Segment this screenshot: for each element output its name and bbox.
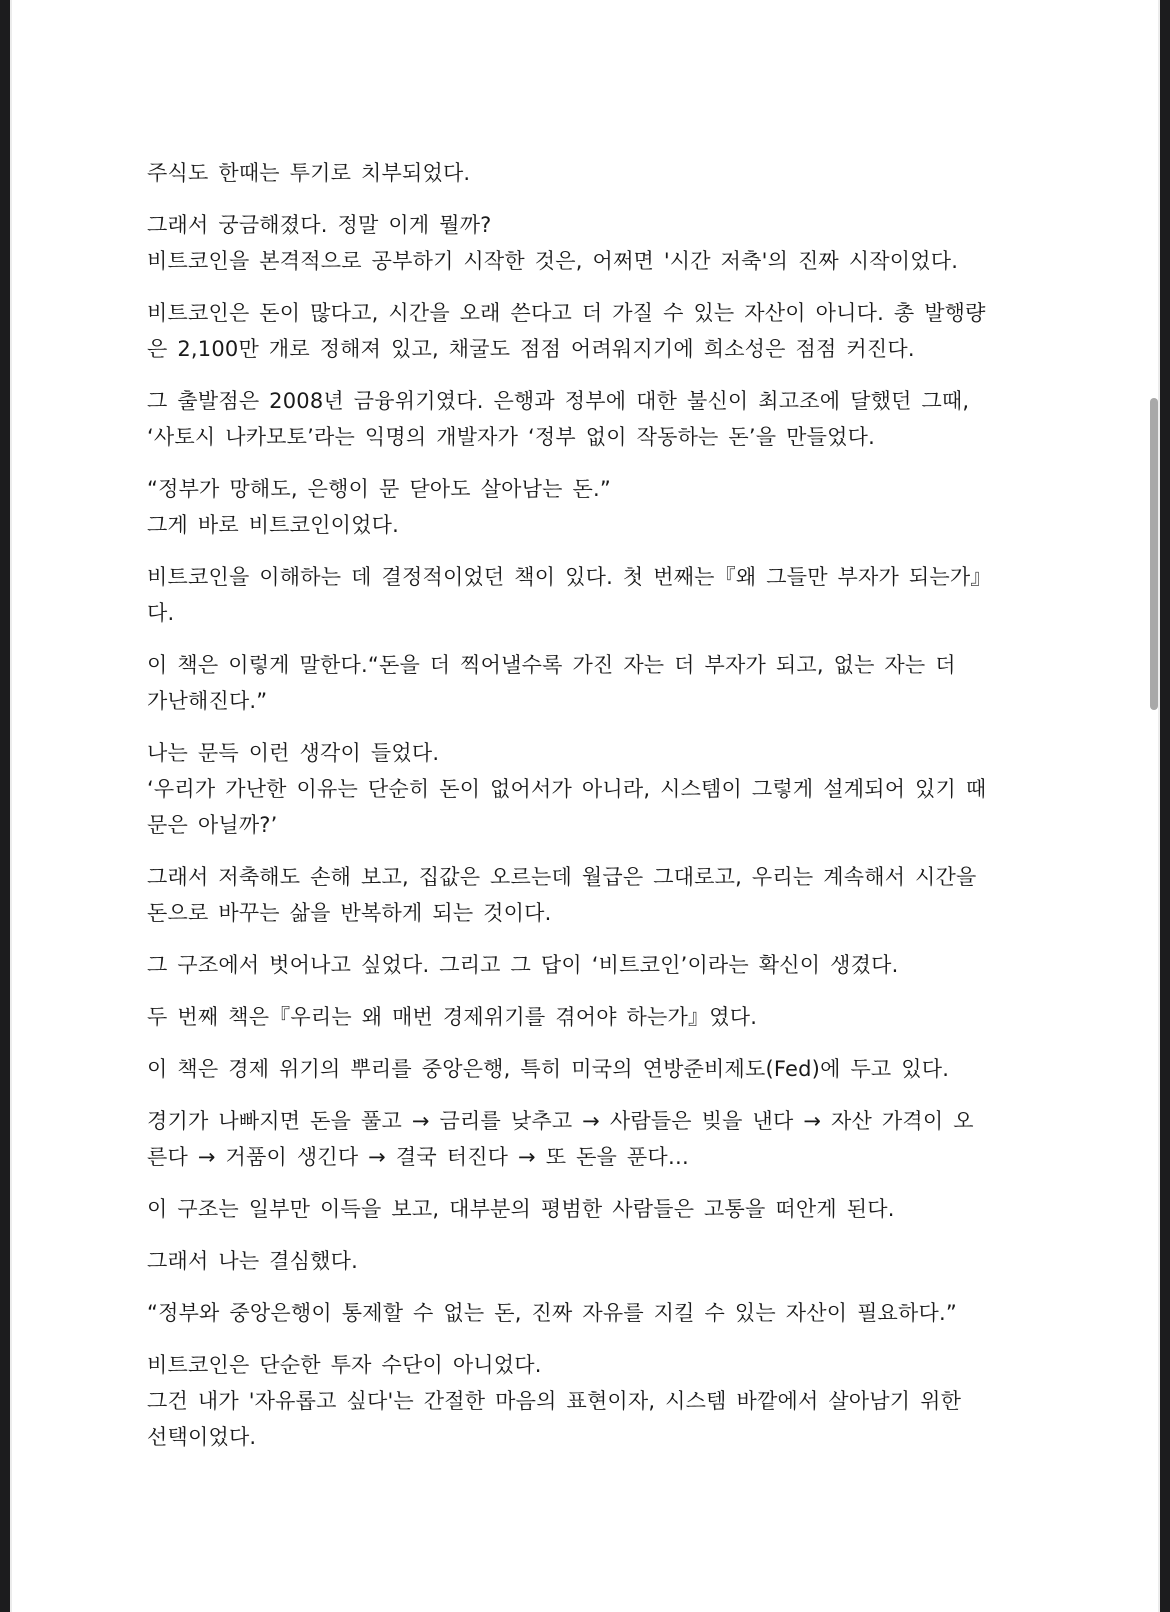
paragraph <box>147 999 1037 1035</box>
text-line: 이 구조는 일부만 이득을 보고, 대부분의 평범한 사람들은 고통을 떠안게 된다. <box>147 1197 895 1221</box>
vertical-scrollbar[interactable] <box>1148 0 1160 1612</box>
text-line: 른다 → 거품이 생긴다 → 결국 터진다 → 또 돈을 푼다… <box>147 1145 690 1169</box>
text-line: 가난해진다.” <box>147 689 268 713</box>
text-line: 그래서 저축해도 손해 보고, 집값은 오르는데 월급은 그대로고, 우리는 계속해서 시간을 <box>147 865 977 889</box>
paragraph <box>147 1243 1037 1279</box>
text-line: 돈으로 바꾸는 삶을 반복하게 되는 것이다. <box>147 901 552 925</box>
text-line: 그 출발점은 2008년 금융위기였다. 은행과 정부에 대한 불신이 최고조에 달했던 그때, <box>147 389 970 413</box>
paragraph <box>147 559 1037 631</box>
text-line: ‘우리가 가난한 이유는 단순히 돈이 없어서가 아니라, 시스템이 그렇게 설계되어 있기 때 <box>147 777 987 801</box>
text-line: 비트코인은 돈이 많다고, 시간을 오래 쓴다고 더 가질 수 있는 자산이 아니다. 총 발행량 <box>147 301 986 325</box>
text-line: “정부와 중앙은행이 통제할 수 없는 돈, 진짜 자유를 지킬 수 있는 자산이 필요하다.” <box>147 1301 957 1325</box>
document-body <box>147 155 1037 1471</box>
text-line: ‘사토시 나카모토’라는 익명의 개발자가 ‘정부 없이 작동하는 돈’을 만들었다. <box>147 425 875 449</box>
text-line: 비트코인은 단순한 투자 수단이 아니었다. <box>147 1353 542 1377</box>
paragraph <box>147 859 1037 931</box>
paragraph <box>147 155 1037 191</box>
paragraph <box>147 735 1037 843</box>
paragraph <box>147 1295 1037 1331</box>
paragraph <box>147 947 1037 983</box>
text-line: 그래서 나는 결심했다. <box>147 1249 358 1273</box>
paragraph <box>147 383 1037 455</box>
text-line: 문은 아닐까?’ <box>147 813 278 837</box>
text-line: 나는 문득 이런 생각이 들었다. <box>147 741 440 765</box>
text-line: 그건 내가 '자유롭고 싶다'는 간절한 마음의 표현이자, 시스템 바깥에서 살아남기 위한 <box>147 1389 962 1413</box>
text-line: 다. <box>147 601 175 625</box>
paragraph <box>147 1051 1037 1087</box>
paragraph <box>147 207 1037 279</box>
text-line: 비트코인을 본격적으로 공부하기 시작한 것은, 어쩌면 '시간 저축'의 진짜 시작이었다. <box>147 249 959 273</box>
paragraph <box>147 647 1037 719</box>
text-line: 이 책은 이렇게 말한다.“돈을 더 찍어낼수록 가진 자는 더 부자가 되고, 없는 자는 더 <box>147 653 956 677</box>
text-line: “정부가 망해도, 은행이 문 닫아도 살아남는 돈.” <box>147 477 611 501</box>
paragraph <box>147 1191 1037 1227</box>
text-line: 그게 바로 비트코인이었다. <box>147 513 399 537</box>
text-line: 선택이었다. <box>147 1425 257 1449</box>
text-line: 경기가 나빠지면 돈을 풀고 → 금리를 낮추고 → 사람들은 빚을 낸다 → 자산 가격이 오 <box>147 1109 974 1133</box>
text-line: 이 책은 경제 위기의 뿌리를 중앙은행, 특히 미국의 연방준비제도(Fed)에 두고 있다. <box>147 1057 950 1081</box>
text-line: 그 구조에서 벗어나고 싶었다. 그리고 그 답이 ‘비트코인’이라는 확신이 생겼다. <box>147 953 899 977</box>
paragraph <box>147 1347 1037 1455</box>
paragraph <box>147 295 1037 367</box>
paragraph <box>147 471 1037 543</box>
text-line: 은 2,100만 개로 정해져 있고, 채굴도 점점 어려워지기에 희소성은 점점 커진다. <box>147 337 915 361</box>
text-line: 비트코인을 이해하는 데 결정적이었던 책이 있다. 첫 번째는『왜 그들만 부자가 되는가』 <box>147 565 992 589</box>
text-line: 두 번째 책은『우리는 왜 매번 경제위기를 겪어야 하는가』였다. <box>147 1005 758 1029</box>
document-page <box>10 0 1160 1612</box>
text-line: 주식도 한때는 투기로 치부되었다. <box>147 161 471 185</box>
scrollbar-thumb[interactable] <box>1150 398 1158 710</box>
paragraph <box>147 1103 1037 1175</box>
text-line: 그래서 궁금해졌다. 정말 이게 뭘까? <box>147 213 492 237</box>
